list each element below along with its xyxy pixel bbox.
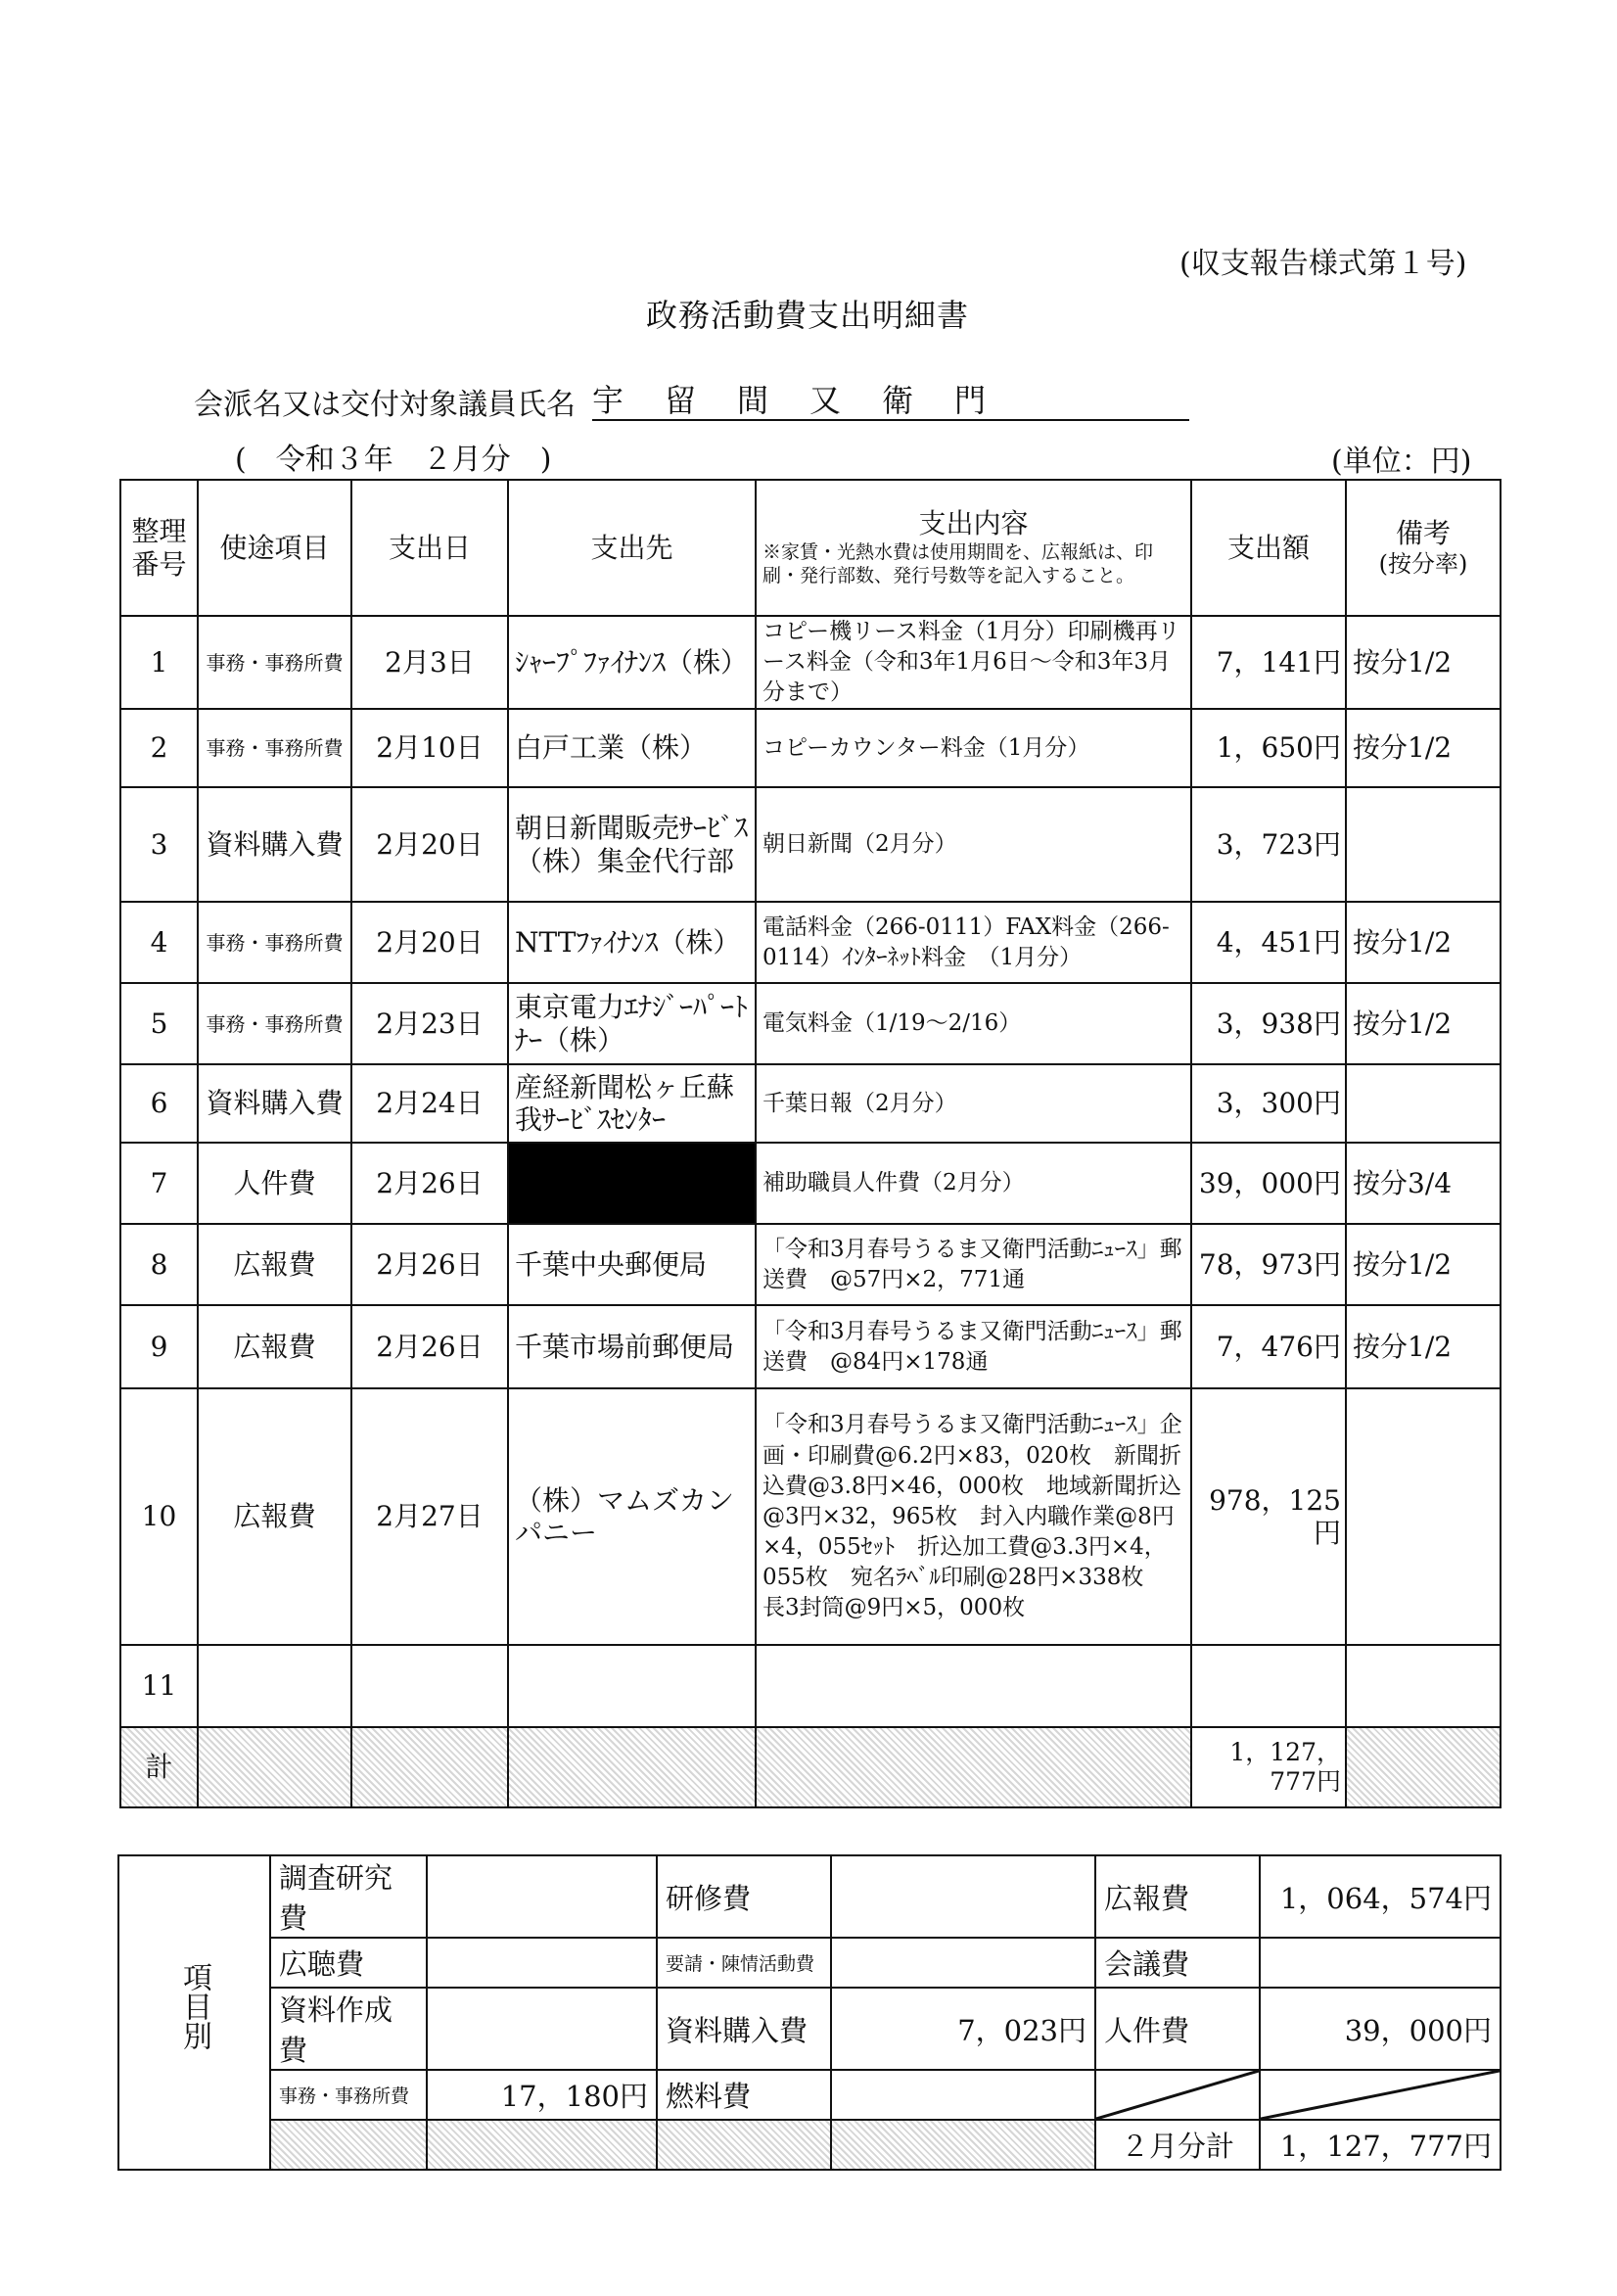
row-amount: 7，476円 [1191, 1305, 1346, 1388]
pr-label: 広報費 [1095, 1855, 1260, 1938]
meeting-label: 会議費 [1095, 1938, 1260, 1988]
row-amount: 978，125円 [1191, 1388, 1346, 1645]
row-payee: 白戸工業（株） [508, 709, 756, 787]
header-remarks-label: 備考 [1395, 517, 1451, 550]
row-date: 2月26日 [351, 1224, 508, 1305]
row-date: 2月26日 [351, 1143, 508, 1224]
row-amount: 1，650円 [1191, 709, 1346, 787]
table-row [120, 1064, 1501, 1143]
row-payee [508, 1645, 756, 1727]
currency-unit: (単位：円) [1331, 445, 1472, 479]
personnel-label: 人件費 [1095, 1988, 1260, 2070]
summary-row [118, 1988, 1501, 2070]
fuel-label: 燃料費 [657, 2070, 831, 2120]
shaded-cell [1346, 1727, 1501, 1807]
table-row [120, 1388, 1501, 1645]
table-row [120, 983, 1501, 1064]
row-content: 電話料金（266-0111）FAX料金（266-0114）ｲﾝﾀｰﾈｯﾄ料金 （1月分） [756, 902, 1191, 983]
row-payee: 千葉市場前郵便局 [508, 1305, 756, 1388]
header-content-note: ※家賃・光熱水費は使用期間を、広報紙は、印刷・発行部数、発行号数等を記入すること。 [762, 540, 1154, 587]
row-amount: 39，000円 [1191, 1143, 1346, 1224]
row-content: コピー機リース料金（1月分）印刷機再リース料金（令和3年1月6日～令和3年3月分まで） [756, 616, 1191, 709]
shaded-cell [657, 2120, 831, 2170]
row-payee: 東京電力ｴﾅｼﾞｰﾊﾟｰﾄﾅｰ（株） [508, 983, 756, 1064]
row-number: 8 [120, 1224, 198, 1305]
header-number: 整理番号 [120, 480, 198, 616]
material-purchase-label: 資料購入費 [657, 1988, 831, 2070]
row-payee: ｼｬｰﾌﾟﾌｧｲﾅﾝｽ（株） [508, 616, 756, 709]
research-value [427, 1855, 657, 1938]
row-category: 事務・事務所費 [198, 709, 351, 787]
petition-value [831, 1938, 1095, 1988]
personnel-value: 39，000円 [1260, 1988, 1501, 2070]
row-content: 「令和3月春号うるま又衛門活動ﾆｭｰｽ」郵送費 @57円×2，771通 [756, 1224, 1191, 1305]
row-amount [1191, 1645, 1346, 1727]
expense-table [119, 479, 1502, 1808]
row-number: 11 [120, 1645, 198, 1727]
row-number: 10 [120, 1388, 198, 1645]
row-payee: （株）マムズカンパニー [508, 1388, 756, 1645]
row-number: 6 [120, 1064, 198, 1143]
row-content: 朝日新聞（2月分） [756, 787, 1191, 902]
row-amount: 3，723円 [1191, 787, 1346, 902]
row-payee: 産経新聞松ヶ丘蘇我ｻｰﾋﾞｽｾﾝﾀｰ [508, 1064, 756, 1143]
redacted-payee [508, 1143, 756, 1224]
shaded-cell [198, 1727, 351, 1807]
table-row [120, 616, 1501, 709]
header-remarks-sub: (按分率) [1378, 549, 1468, 578]
member-name-label: 会派名又は交付対象議員氏名 [194, 388, 576, 422]
month-total-label: ２月分計 [1095, 2120, 1260, 2170]
header-remarks [1346, 480, 1501, 616]
row-content: 補助職員人件費（2月分） [756, 1143, 1191, 1224]
table-row [120, 787, 1501, 902]
shaded-cell [351, 1727, 508, 1807]
material-purchase-value: 7，023円 [831, 1988, 1095, 2070]
total-row [120, 1727, 1501, 1807]
row-remarks: 按分1/2 [1346, 1224, 1501, 1305]
row-category: 資料購入費 [198, 787, 351, 902]
row-remarks: 按分3/4 [1346, 1143, 1501, 1224]
table-row [120, 1224, 1501, 1305]
row-date: 2月20日 [351, 902, 508, 983]
row-amount: 3，300円 [1191, 1064, 1346, 1143]
table-row [120, 709, 1501, 787]
row-number: 9 [120, 1305, 198, 1388]
row-number: 4 [120, 902, 198, 983]
training-value [831, 1855, 1095, 1938]
row-remarks [1346, 1388, 1501, 1645]
table-row [120, 1645, 1501, 1727]
total-label: 計 [120, 1727, 198, 1807]
research-label: 調査研究費 [270, 1855, 427, 1938]
row-payee: 朝日新聞販売ｻｰﾋﾞｽ（株）集金代行部 [508, 787, 756, 902]
row-category [198, 1645, 351, 1727]
shaded-cell [427, 2120, 657, 2170]
office-value: 17，180円 [427, 2070, 657, 2120]
row-content: 「令和3月春号うるま又衛門活動ﾆｭｰｽ」郵送費 @84円×178通 [756, 1305, 1191, 1388]
row-category: 人件費 [198, 1143, 351, 1224]
summary-row [118, 1855, 1501, 1938]
row-payee: NTTﾌｧｲﾅﾝｽ（株） [508, 902, 756, 983]
row-date: 2月27日 [351, 1388, 508, 1645]
row-payee: 千葉中央郵便局 [508, 1224, 756, 1305]
row-remarks [1346, 1064, 1501, 1143]
row-remarks [1346, 1645, 1501, 1727]
category-summary-table [117, 1854, 1502, 2171]
meeting-value [1260, 1938, 1501, 1988]
table-row [120, 902, 1501, 983]
row-number: 1 [120, 616, 198, 709]
row-remarks [1346, 787, 1501, 902]
row-date: 2月3日 [351, 616, 508, 709]
struck-cell [1095, 2070, 1260, 2120]
row-remarks: 按分1/2 [1346, 1305, 1501, 1388]
document-title: 政務活動費支出明細書 [646, 297, 970, 334]
office-label: 事務・事務所費 [270, 2070, 427, 2120]
row-number: 7 [120, 1143, 198, 1224]
petition-label: 要請・陳情活動費 [657, 1938, 831, 1988]
row-date: 2月10日 [351, 709, 508, 787]
row-remarks: 按分1/2 [1346, 983, 1501, 1064]
total-amount: 1，127，777円 [1191, 1727, 1346, 1807]
material-making-label: 資料作成費 [270, 1988, 427, 2070]
row-date: 2月24日 [351, 1064, 508, 1143]
member-name: 宇留間又衛門 [592, 376, 1189, 421]
table-row [120, 1143, 1501, 1224]
row-date [351, 1645, 508, 1727]
row-remarks: 按分1/2 [1346, 709, 1501, 787]
row-amount: 78，973円 [1191, 1224, 1346, 1305]
summary-row [118, 1938, 1501, 1988]
row-date: 2月26日 [351, 1305, 508, 1388]
row-number: 2 [120, 709, 198, 787]
row-category: 広報費 [198, 1388, 351, 1645]
hearing-value [427, 1938, 657, 1988]
row-category: 事務・事務所費 [198, 616, 351, 709]
row-content [756, 1645, 1191, 1727]
fuel-value [831, 2070, 1095, 2120]
row-category: 広報費 [198, 1224, 351, 1305]
row-number: 5 [120, 983, 198, 1064]
summary-row [118, 2070, 1501, 2120]
row-date: 2月20日 [351, 787, 508, 902]
row-content: 電気料金（1/19～2/16） [756, 983, 1191, 1064]
shaded-cell [508, 1727, 756, 1807]
month-total-value: 1，127，777円 [1260, 2120, 1501, 2170]
row-category: 資料購入費 [198, 1064, 351, 1143]
row-content: コピーカウンター料金（1月分） [756, 709, 1191, 787]
row-remarks: 按分1/2 [1346, 902, 1501, 983]
row-category: 事務・事務所費 [198, 983, 351, 1064]
shaded-cell [270, 2120, 427, 2170]
table-row [120, 1305, 1501, 1388]
material-making-value [427, 1988, 657, 2070]
row-content: 千葉日報（2月分） [756, 1064, 1191, 1143]
table-header-row [120, 480, 1501, 616]
pr-value: 1，064，574円 [1260, 1855, 1501, 1938]
header-content [756, 480, 1191, 616]
header-payee: 支出先 [508, 480, 756, 616]
shaded-cell [831, 2120, 1095, 2170]
report-period: ( 令和３年 ２月分 ) [235, 443, 552, 477]
shaded-cell [756, 1727, 1191, 1807]
row-category: 事務・事務所費 [198, 902, 351, 983]
row-category: 広報費 [198, 1305, 351, 1388]
form-number: (収支報告様式第１号) [1179, 247, 1467, 281]
row-amount: 3，938円 [1191, 983, 1346, 1064]
struck-cell [1260, 2070, 1501, 2120]
header-date: 支出日 [351, 480, 508, 616]
row-amount: 4，451円 [1191, 902, 1346, 983]
header-content-label: 支出内容 [918, 507, 1029, 540]
summary-row [118, 2120, 1501, 2170]
row-number: 3 [120, 787, 198, 902]
header-amount: 支出額 [1191, 480, 1346, 616]
row-remarks: 按分1/2 [1346, 616, 1501, 709]
training-label: 研修費 [657, 1855, 831, 1938]
row-amount: 7，141円 [1191, 616, 1346, 709]
row-content: 「令和3月春号うるま又衛門活動ﾆｭｰｽ」企画・印刷費@6.2円×83，020枚 新聞折込費@3.8円×46，000枚 地域新聞折込@3円×32，965枚 封入内職作業@8円×4，055ｾｯﾄ 折込加工費@3.3円×4，055枚 宛名ﾗﾍﾞﾙ印刷@28円×338枚 長3封筒@9円×5，000枚 [756, 1388, 1191, 1645]
hearing-label: 広聴費 [270, 1938, 427, 1988]
row-date: 2月23日 [351, 983, 508, 1064]
header-category: 使途項目 [198, 480, 351, 616]
summary-side-label: 項目別 [118, 1855, 270, 2170]
